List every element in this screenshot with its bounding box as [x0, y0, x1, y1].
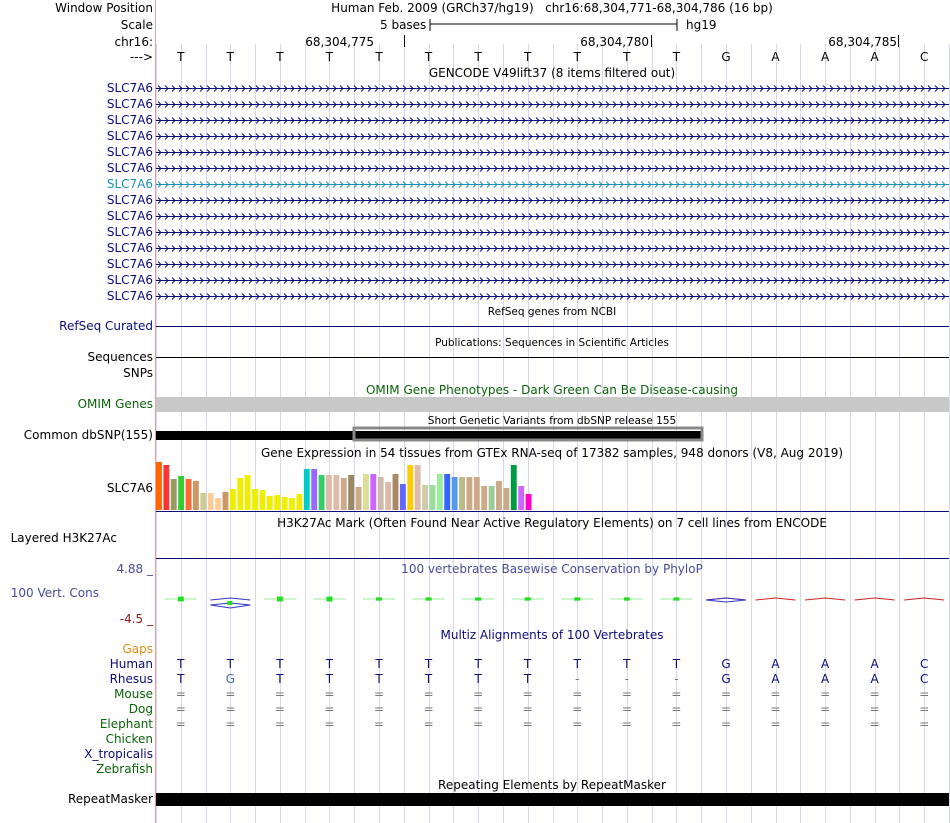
alignment-base: -: [674, 672, 679, 686]
gtex-title: Gene Expression in 54 tissues from GTEx RNA-seq of 17382 samples, 948 donors (V8, Aug 2019): [260, 446, 844, 460]
gtex-tissue-bar: [474, 477, 480, 510]
multiz-species-label: Human: [109, 657, 153, 671]
sequence-base: A: [820, 50, 830, 64]
gtex-tissue-bar: [230, 489, 236, 510]
gtex-tissue-bar: [400, 484, 406, 510]
gencode-transcript-label[interactable]: SLC7A6: [106, 113, 153, 127]
multiz-title: Multiz Alignments of 100 Vertebrates: [440, 628, 664, 642]
gtex-tissue-bar: [215, 498, 221, 510]
gtex-tissue-bar: [407, 465, 413, 510]
gencode-transcript-label[interactable]: SLC7A6: [106, 97, 153, 111]
multiz-species-label: Elephant: [99, 717, 153, 731]
gtex-tissue-bar: [252, 489, 258, 510]
gencode-transcript[interactable]: [156, 182, 949, 188]
sequence-base: T: [524, 50, 532, 64]
gtex-tissue-bar: [526, 494, 532, 510]
alignment-base: G: [721, 672, 731, 686]
gtex-tissue-bar: [333, 475, 339, 510]
sequence-base: G: [721, 50, 731, 64]
gtex-tissue-bar: [518, 486, 524, 510]
gencode-transcript-label[interactable]: SLC7A6: [106, 289, 153, 303]
gencode-transcript[interactable]: [156, 118, 949, 124]
alignment-base: =: [225, 702, 236, 716]
repeatmasker-label[interactable]: RepeatMasker: [67, 792, 153, 806]
alignment-base: =: [572, 687, 583, 701]
alignment-base: =: [869, 687, 880, 701]
gtex-tissue-bar: [444, 474, 450, 510]
alignment-base: T: [524, 672, 532, 686]
gtex-tissue-bar: [186, 479, 192, 510]
alignment-base: =: [175, 702, 186, 716]
gtex-tissue-bar: [259, 490, 265, 510]
multiz-species-label: Rhesus: [109, 672, 153, 686]
phylop-score: [574, 597, 580, 600]
phylop-score: [756, 598, 796, 600]
alignment-base: =: [572, 717, 583, 731]
omim-label[interactable]: OMIM Genes: [77, 397, 153, 411]
multiz-species-label: Chicken: [105, 732, 153, 746]
phylop-score: [277, 597, 283, 602]
gencode-transcript-label[interactable]: SLC7A6: [106, 161, 153, 175]
dbsnp-title: Short Genetic Variants from dbSNP release 155: [427, 415, 677, 427]
gtex-tissue-bar: [282, 497, 288, 510]
alignment-base: =: [869, 717, 880, 731]
phylop-title: 100 vertebrates Basewise Conservation by PhyloP: [401, 562, 703, 576]
phylop-score: [227, 601, 232, 605]
repeatmasker-title: Repeating Elements by RepeatMasker: [438, 778, 666, 792]
multiz-species-label: Zebrafish: [96, 762, 153, 776]
alignment-base: =: [820, 687, 831, 701]
h3k27ac-title: H3K27Ac Mark (Often Found Near Active Regulatory Elements) on 7 cell lines from ENCODE: [277, 516, 827, 530]
sequence-base: A: [870, 50, 879, 64]
gtex-tissue-bar: [304, 469, 310, 510]
alignment-base: =: [720, 702, 731, 716]
alignment-base: =: [572, 702, 583, 716]
gtex-tissue-bar: [415, 465, 421, 510]
alignment-base: T: [177, 672, 185, 686]
gencode-transcript-label[interactable]: SLC7A6: [106, 209, 153, 223]
gtex-tissue-bar: [430, 485, 436, 510]
gencode-transcript-label[interactable]: SLC7A6: [106, 273, 153, 287]
alignment-base: =: [770, 717, 781, 731]
alignment-base: T: [276, 672, 284, 686]
chrom-label: chr16:: [114, 35, 153, 49]
alignment-base: =: [324, 687, 335, 701]
gencode-transcript-label[interactable]: SLC7A6: [106, 257, 153, 271]
alignment-base: =: [274, 717, 285, 731]
gencode-transcript-label[interactable]: SLC7A6: [106, 129, 153, 143]
gtex-tissue-bar: [223, 492, 229, 510]
alignment-base: =: [324, 717, 335, 731]
alignment-base: =: [671, 702, 682, 716]
dbsnp-label[interactable]: Common dbSNP(155): [23, 428, 153, 442]
alignment-base: T: [573, 657, 581, 671]
phylop-score: [706, 598, 746, 602]
gencode-transcript-label[interactable]: SLC7A6: [106, 81, 153, 95]
alignment-base: =: [522, 702, 533, 716]
alignment-base: =: [473, 717, 484, 731]
alignment-base: =: [770, 687, 781, 701]
phylop-score: [624, 597, 630, 600]
gencode-transcript-label[interactable]: SLC7A6: [106, 193, 153, 207]
multiz-species-label: Mouse: [114, 687, 153, 701]
gencode-transcript[interactable]: [156, 198, 949, 204]
gencode-transcript[interactable]: [156, 166, 949, 172]
ruler-tick-label: 68,304,785: [828, 35, 897, 49]
alignment-base: =: [274, 702, 285, 716]
alignment-base: =: [720, 717, 731, 731]
gtex-tissue-bar: [481, 486, 487, 510]
phylop-max-label: 4.88 _: [116, 562, 153, 576]
ruler-tick-label: 68,304,780: [580, 35, 649, 49]
sequence-base: T: [573, 50, 581, 64]
gencode-transcript[interactable]: [156, 294, 949, 300]
gtex-tissue-bar: [452, 477, 458, 510]
refseq-title: RefSeq genes from NCBI: [487, 306, 617, 318]
sequence-base: C: [920, 50, 929, 64]
gtex-tissue-bar: [511, 465, 517, 510]
alignment-base: G: [721, 657, 731, 671]
gtex-tissue-bar: [378, 477, 384, 510]
alignment-base: =: [225, 717, 236, 731]
gtex-tissue-bar: [385, 482, 391, 510]
sequence-base: T: [474, 50, 482, 64]
gtex-tissue-bar: [163, 465, 169, 510]
gencode-transcript-label[interactable]: SLC7A6: [106, 145, 153, 159]
alignment-base: =: [423, 687, 434, 701]
gtex-tissue-bar: [156, 462, 162, 510]
gtex-tissue-bar: [370, 474, 376, 510]
gtex-tissue-bar: [200, 493, 206, 510]
alignment-base: =: [820, 702, 831, 716]
gtex-tissue-bar: [459, 477, 465, 510]
alignment-base: T: [672, 657, 681, 671]
sequence-base: A: [771, 50, 780, 64]
alignment-base: =: [175, 687, 186, 701]
alignment-base: =: [423, 717, 434, 731]
sequence-base: T: [672, 50, 681, 64]
sequence-base: T: [375, 50, 383, 64]
alignment-base: T: [424, 657, 433, 671]
alignment-base: =: [671, 687, 682, 701]
alignment-base: A: [870, 657, 879, 671]
alignment-base: T: [325, 672, 334, 686]
alignment-base: -: [624, 672, 630, 686]
gtex-tissue-bar: [274, 495, 280, 510]
multiz-species-label: Dog: [128, 702, 153, 716]
omim-title: OMIM Gene Phenotypes - Dark Green Can Be Disease-causing: [365, 383, 739, 397]
alignment-base: T: [177, 657, 185, 671]
alignment-base: T: [325, 657, 334, 671]
gencode-transcript[interactable]: [156, 86, 949, 92]
alignment-base: C: [920, 657, 929, 671]
sequence-base: T: [424, 50, 433, 64]
alignment-base: A: [771, 672, 780, 686]
alignment-base: T: [474, 672, 482, 686]
gencode-transcript[interactable]: [156, 246, 949, 252]
sequence-base: T: [623, 50, 631, 64]
window-position-label: Window Position: [55, 1, 153, 15]
alignment-base: =: [473, 687, 484, 701]
gencode-transcript[interactable]: [156, 150, 949, 156]
alignment-base: =: [374, 702, 385, 716]
gtex-tissue-bar: [326, 475, 332, 510]
alignment-base: =: [175, 717, 186, 731]
alignment-base: =: [324, 702, 335, 716]
gaps-label: Gaps: [122, 642, 153, 656]
alignment-base: T: [524, 657, 532, 671]
alignment-base: =: [720, 687, 731, 701]
gencode-transcript[interactable]: [156, 134, 949, 140]
alignment-base: =: [522, 717, 533, 731]
alignment-base: =: [919, 717, 930, 731]
alignment-base: A: [870, 672, 879, 686]
phylop-label[interactable]: 100 Vert. Cons: [10, 586, 99, 600]
gtex-tissue-bar: [208, 493, 214, 510]
omim-bar: [156, 397, 949, 412]
sequence-base: T: [177, 50, 185, 64]
phylop-score: [426, 597, 432, 600]
alignment-base: G: [225, 672, 235, 686]
alignment-base: A: [771, 657, 780, 671]
gtex-tissue-bar: [422, 485, 428, 510]
alignment-base: =: [621, 717, 632, 731]
alignment-base: =: [671, 717, 682, 731]
gtex-tissue-bar: [171, 479, 177, 510]
gencode-transcript[interactable]: [156, 214, 949, 220]
phylop-score: [376, 597, 382, 600]
alignment-base: T: [375, 657, 383, 671]
alignment-base: =: [820, 717, 831, 731]
alignment-base: =: [473, 702, 484, 716]
alignment-base: T: [276, 657, 284, 671]
gtex-tissue-bar: [296, 494, 302, 510]
alignment-base: -: [575, 672, 580, 686]
alignment-base: T: [375, 672, 383, 686]
gtex-tissue-bar: [348, 475, 354, 510]
alignment-base: =: [225, 687, 236, 701]
gencode-transcript[interactable]: [156, 102, 949, 108]
alignment-base: =: [374, 717, 385, 731]
phylop-score: [326, 597, 332, 602]
scale-label: Scale: [120, 18, 153, 32]
alignment-base: T: [623, 657, 631, 671]
pubs-label[interactable]: Sequences: [87, 350, 153, 364]
gtex-tissue-bar: [363, 474, 369, 510]
gtex-label[interactable]: SLC7A6: [106, 481, 153, 495]
gtex-tissue-bar: [289, 498, 295, 510]
snps-label: SNPs: [123, 366, 153, 380]
pubs-title: Publications: Sequences in Scientific Articles: [435, 337, 669, 349]
gtex-tissue-bar: [393, 474, 399, 510]
alignment-base: =: [522, 687, 533, 701]
gtex-tissue-bar: [356, 487, 362, 510]
phylop-score: [525, 597, 531, 600]
phylop-min-label: -4.5 _: [119, 612, 153, 626]
gtex-tissue-bar: [319, 475, 325, 510]
h3k27ac-label[interactable]: Layered H3K27Ac: [10, 531, 117, 545]
gtex-tissue-bar: [245, 475, 251, 510]
alignment-base: =: [869, 702, 880, 716]
gtex-tissue-bar: [311, 469, 317, 510]
gtex-tissue-bar: [341, 478, 347, 510]
alignment-base: T: [226, 657, 235, 671]
gtex-tissue-bar: [489, 486, 495, 510]
alignment-base: A: [820, 657, 830, 671]
ruler-tick-label: 68,304,775: [305, 35, 374, 49]
alignment-base: =: [919, 702, 930, 716]
alignment-base: T: [424, 672, 433, 686]
assembly-name: hg19: [686, 18, 717, 32]
refseq-label[interactable]: RefSeq Curated: [59, 319, 153, 333]
alignment-base: A: [820, 672, 830, 686]
alignment-base: =: [423, 702, 434, 716]
alignment-base: =: [919, 687, 930, 701]
sequence-base: T: [226, 50, 235, 64]
alignment-base: =: [621, 702, 632, 716]
gtex-tissue-bar: [503, 488, 509, 510]
gtex-tissue-bar: [466, 477, 472, 510]
gencode-transcript-label[interactable]: SLC7A6: [106, 177, 153, 191]
multiz-species-label: X_tropicalis: [84, 747, 153, 761]
gencode-transcript-label[interactable]: SLC7A6: [106, 241, 153, 255]
sequence-base: T: [325, 50, 334, 64]
alignment-base: =: [770, 702, 781, 716]
sequence-base: T: [276, 50, 284, 64]
phylop-score: [178, 597, 184, 602]
gtex-tissue-bar: [178, 476, 184, 510]
gencode-transcript[interactable]: [156, 230, 949, 236]
gtex-tissue-bar: [237, 478, 243, 510]
phylop-score: [855, 598, 895, 600]
strand-label: --->: [129, 50, 153, 64]
alignment-base: =: [621, 687, 632, 701]
gencode-transcript-label[interactable]: SLC7A6: [106, 225, 153, 239]
repeatmasker-bar: [156, 793, 949, 806]
alignment-base: =: [274, 687, 285, 701]
scale-text: 5 bases: [380, 18, 427, 32]
gencode-transcript[interactable]: [156, 278, 949, 284]
alignment-base: =: [374, 687, 385, 701]
position-text: Human Feb. 2009 (GRCh37/hg19) chr16:68,304,771-68,304,786 (16 bp): [331, 1, 773, 15]
gtex-tissue-bar: [267, 496, 273, 510]
gencode-title: GENCODE V49lift37 (8 items filtered out): [428, 66, 676, 80]
alignment-base: C: [920, 672, 929, 686]
gtex-tissue-bar: [496, 481, 502, 510]
phylop-score: [475, 597, 481, 600]
phylop-score: [673, 597, 679, 600]
gtex-tissue-bar: [193, 481, 199, 510]
gtex-tissue-bar: [437, 474, 443, 510]
alignment-base: T: [474, 657, 482, 671]
gencode-transcript[interactable]: [156, 262, 949, 268]
